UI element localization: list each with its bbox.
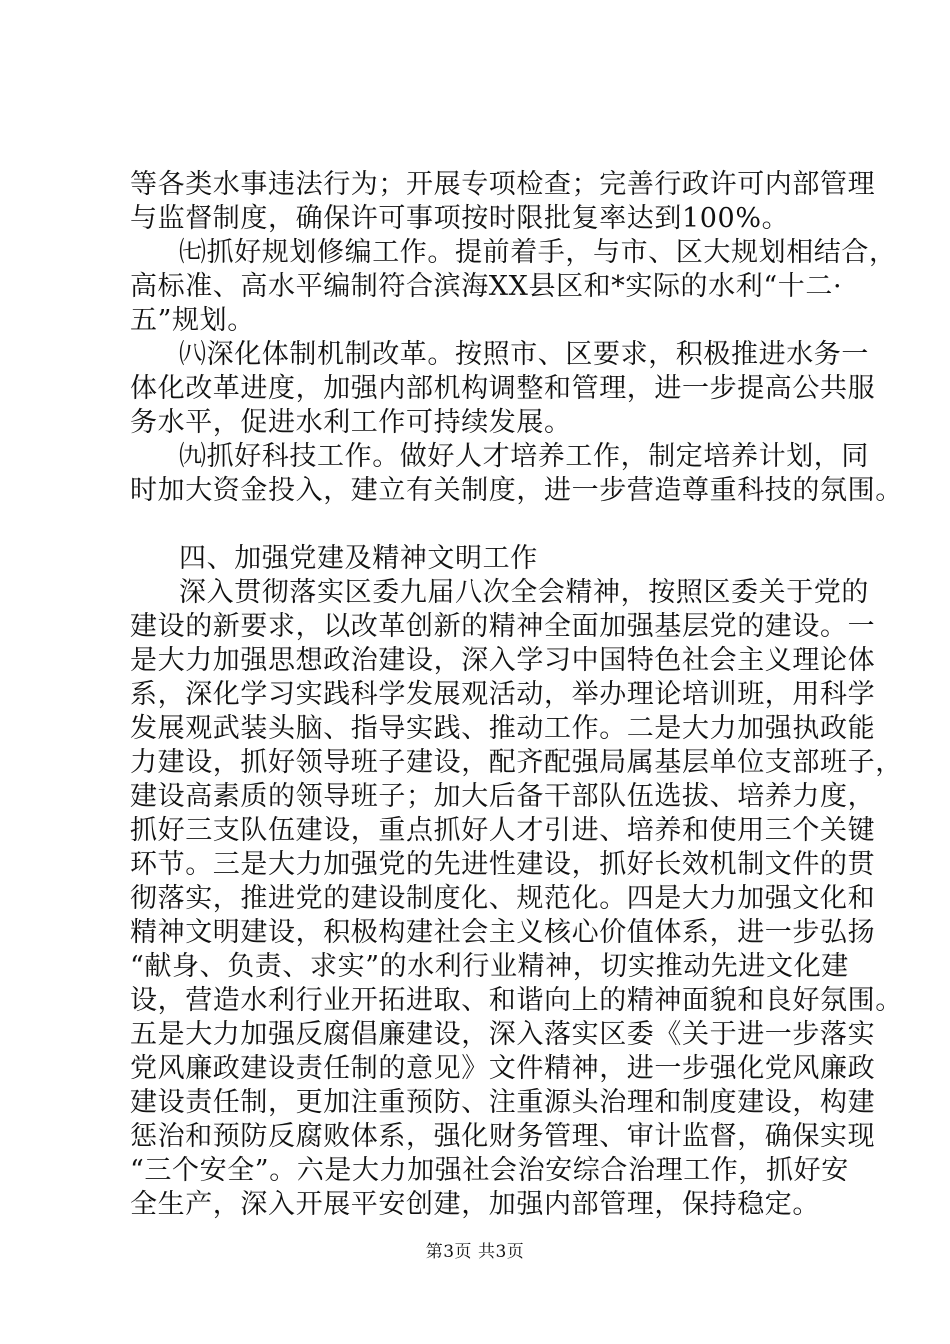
text-line: 彻落实，推进党的建设制度化、规范化。四是大力加强文化和 (130, 883, 876, 914)
text-line: 环节。三是大力加强党的先进性建设，抓好长效机制文件的贯 (130, 849, 876, 880)
text-line: 务水平，促进水利工作可持续发展。 (130, 407, 572, 438)
page-footer: 第3页 共3页 (425, 1242, 525, 1262)
text-line: “献身、负责、求实”的水利行业精神，切实推动先进文化建 (130, 951, 849, 982)
list-item-7: ㈦抓好规划修编工作。提前着手，与市、区大规划相结合， (179, 237, 897, 268)
list-item-8: ㈧深化体制机制改革。按照市、区要求，积极推进水务一 (179, 339, 869, 370)
list-item-9: ㈨抓好科技工作。做好人才培养工作，制定培养计划，同 (179, 441, 869, 472)
text-line: 设，营造水利行业开拓进取、和谐向上的精神面貌和良好氛围。 (130, 985, 903, 1016)
text-line: 建设责任制，更加注重预防、注重源头治理和制度建设，构建 (130, 1087, 876, 1118)
text-line: 建设的新要求，以改革创新的精神全面加强基层党的建设。一 (130, 611, 876, 642)
text-line: “三个安全”。六是大力加强社会治安综合治理工作，抓好安 (130, 1155, 849, 1186)
text-line: 发展观武装头脑、指导实践、推动工作。二是大力加强执政能 (130, 713, 876, 744)
text-line: 与监督制度，确保许可事项按时限批复率达到100%。 (130, 203, 790, 234)
text-line: 五是大力加强反腐倡廉建设，深入落实区委《关于进一步落实 (130, 1019, 876, 1050)
text-line: 五”规划。 (130, 305, 255, 336)
paragraph-start: 深入贯彻落实区委九届八次全会精神，按照区委关于党的 (179, 577, 869, 608)
text-line: 系，深化学习实践科学发展观活动，举办理论培训班，用科学 (130, 679, 876, 710)
text-line: 是大力加强思想政治建设，深入学习中国特色社会主义理论体 (130, 645, 876, 676)
text-line: 等各类水事违法行为；开展专项检查；完善行政许可内部管理 (130, 169, 876, 200)
text-line: 惩治和预防反腐败体系，强化财务管理、审计监督，确保实现 (130, 1121, 876, 1152)
text-line: 党风廉政建设责任制的意见》文件精神，进一步强化党风廉政 (130, 1053, 876, 1084)
text-line: 全生产，深入开展平安创建，加强内部管理，保持稳定。 (130, 1189, 820, 1220)
text-line: 精神文明建设，积极构建社会主义核心价值体系，进一步弘扬 (130, 917, 876, 948)
text-line: 力建设，抓好领导班子建设，配齐配强局属基层单位支部班子， (130, 747, 903, 778)
text-line: 高标准、高水平编制符合滨海XX县区和*实际的水利“十二· (130, 271, 843, 302)
text-line: 体化改革进度，加强内部机构调整和管理，进一步提高公共服 (130, 373, 876, 404)
text-line: 建设高素质的领导班子；加大后备干部队伍选拔、培养力度， (130, 781, 876, 812)
text-line: 抓好三支队伍建设，重点抓好人才引进、培养和使用三个关键 (130, 815, 876, 846)
section-heading: 四、加强党建及精神文明工作 (179, 543, 538, 574)
text-line: 时加大资金投入，建立有关制度，进一步营造尊重科技的氛围。 (130, 475, 903, 506)
